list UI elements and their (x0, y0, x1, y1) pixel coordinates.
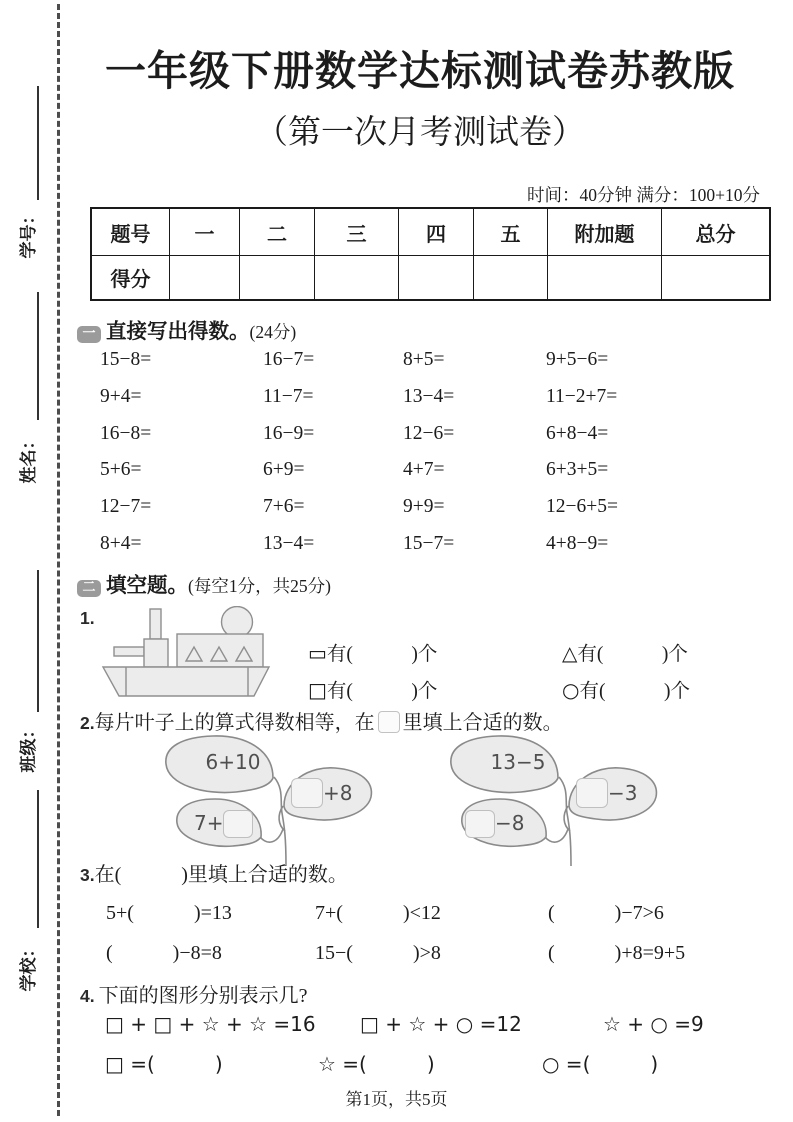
problem: 12−6= (403, 422, 455, 444)
problem: 7+6= (263, 496, 305, 518)
section-number-icon: 一 (77, 326, 101, 343)
section2-header (77, 568, 331, 598)
score-cell (474, 256, 548, 301)
question1-number: 1. (80, 608, 95, 628)
problem: 15−7= (403, 532, 455, 554)
leaf-expression: 6+10 (205, 750, 261, 774)
problem: 5+6= (100, 459, 142, 481)
q1-count-circle (562, 675, 690, 703)
class-write-line (37, 570, 39, 712)
problem: 8+5= (403, 349, 445, 370)
problem: 16−9= (263, 422, 315, 444)
page-number: 第1页，共5页 (345, 1090, 448, 1109)
boat-circle (222, 607, 253, 638)
answer-box (291, 778, 323, 808)
q1-count-text: 有( )个 (326, 681, 438, 702)
time-score-info: 时间：40分钟 满分：100+10分 (527, 185, 760, 205)
q1-count-text: 有( )个 (577, 644, 688, 665)
problem: 4+7= (403, 459, 445, 481)
header-cell: 题号 (91, 208, 170, 256)
score-cell (315, 256, 399, 301)
problem: 16−8= (100, 422, 152, 444)
triangle-shape-icon: △ (562, 641, 578, 665)
header-cell: 一 (170, 208, 240, 256)
problem: 9+9= (403, 496, 445, 518)
q4-equation: ☆ + ○ =9 (603, 1012, 704, 1036)
problem: 11−7= (263, 385, 314, 407)
name-label: 姓名： (19, 432, 38, 484)
score-table-score-row (91, 256, 770, 301)
header-cell: 二 (240, 208, 315, 256)
question4-prompt (80, 979, 308, 1008)
q4-answer: ☆ =( ) (318, 1052, 435, 1076)
header-cell: 五 (474, 208, 548, 256)
problem: 16−7= (263, 349, 315, 370)
problem: 13−4= (263, 532, 315, 554)
student-id-label: 学号： (19, 207, 38, 259)
leaf-expression-with-box (194, 810, 253, 838)
leaf-expression-with-box (291, 778, 352, 808)
q2-text-before: 每片叶子上的算式得数相等，在 (94, 712, 375, 734)
problem: 12−7= (100, 496, 152, 518)
dashed-cut-line (57, 4, 60, 1116)
arithmetic-problems-grid (100, 349, 700, 570)
q4-equation: □ + ☆ + ○ =12 (360, 1012, 522, 1036)
section2-points: (每空1分，共25分) (188, 576, 331, 596)
q4-equation: □ + □ + ☆ + ☆ =16 (105, 1012, 316, 1036)
problem: 12−6+5= (546, 496, 618, 518)
problem: 6+9= (263, 459, 305, 481)
score-table-header-row (91, 208, 770, 256)
answer-box (465, 810, 495, 838)
problem: 11−2+7= (546, 385, 618, 407)
q1-count-triangle (562, 638, 688, 666)
score-cell (170, 256, 240, 301)
q3-item: 7+( )<12 (315, 902, 441, 924)
question4-number: 4. (80, 986, 95, 1006)
leaf-cluster-right (423, 733, 673, 868)
page-title: 一年级下册数学达标测试卷苏教版 (105, 48, 735, 94)
section1-title: 直接写出得数。 (106, 321, 250, 343)
problem: 9+5−6= (546, 349, 609, 370)
boat-shapes-figure (100, 606, 280, 706)
fill-box (378, 711, 400, 733)
leaf-expression-text: −8 (495, 811, 525, 835)
circle-shape-icon: ○ (562, 678, 580, 702)
name-write-line (37, 292, 39, 420)
question2-prompt (80, 706, 563, 735)
q3-item: ( )+8=9+5 (548, 942, 686, 964)
question2-number: 2. (80, 713, 95, 733)
school-label: 学校： (19, 940, 38, 992)
section2-title: 填空题。 (106, 575, 188, 597)
score-row-label: 得分 (91, 256, 170, 301)
school-write-line (37, 790, 39, 928)
boat-funnel (144, 639, 168, 667)
leaf-cluster-left (138, 733, 388, 868)
leaf-expression-text: +8 (323, 781, 353, 805)
q4-answer: ○ =( ) (542, 1052, 659, 1076)
leaf-expression-with-box (576, 778, 637, 808)
score-cell (662, 256, 771, 301)
boat-mast (150, 609, 161, 639)
problem: 6+8−4= (546, 422, 609, 444)
question3-number: 3. (80, 865, 95, 885)
square-shape-icon: □ (308, 678, 327, 702)
question3-prompt (80, 858, 348, 887)
q3-item: 5+( )=13 (106, 902, 232, 924)
problem: 13−4= (403, 385, 455, 407)
section1-points: (24分) (249, 322, 297, 342)
header-cell: 附加题 (548, 208, 662, 256)
leaf-expression-text: −3 (608, 781, 638, 805)
problem: 8+4= (100, 532, 142, 554)
boat-cabin (177, 634, 263, 667)
score-cell (548, 256, 662, 301)
problem: 4+8−9= (546, 532, 609, 554)
q1-count-text: 有( )个 (326, 644, 438, 665)
q4-answer: □ =( ) (105, 1052, 223, 1076)
score-cell (399, 256, 474, 301)
score-table (90, 207, 771, 301)
header-cell: 三 (315, 208, 399, 256)
leaf-expression-text: 7+ (194, 811, 224, 835)
boat-pipe (114, 647, 144, 656)
q3-title: 在( )里填上合适的数。 (94, 864, 348, 886)
problem: 15−8= (100, 349, 152, 370)
problem: 6+3+5= (546, 459, 609, 481)
class-label: 班级： (19, 721, 38, 773)
q3-item: 15−( )>8 (315, 942, 441, 964)
q1-count-rectangle (308, 638, 437, 666)
header-cell: 四 (399, 208, 474, 256)
problem: 9+4= (100, 385, 142, 407)
section-number-icon: 二 (77, 580, 101, 597)
q1-count-text: 有( )个 (579, 681, 690, 702)
q3-item: ( )−7>6 (548, 902, 664, 924)
student-id-write-line (37, 86, 39, 200)
page-subtitle: （第一次月考测试卷） (255, 115, 585, 151)
q2-text-after: 里填上合适的数。 (402, 712, 563, 734)
header-cell: 总分 (662, 208, 771, 256)
q1-count-square (308, 675, 437, 703)
score-cell (240, 256, 315, 301)
section1-header (77, 314, 296, 344)
rectangle-shape-icon: ▭ (308, 641, 327, 665)
leaf-expression: 13−5 (490, 750, 546, 774)
answer-box (223, 810, 253, 838)
q3-item: ( )−8=8 (106, 942, 222, 964)
answer-box (576, 778, 608, 808)
boat-hull (103, 667, 269, 696)
leaf-expression-with-box (465, 810, 524, 838)
q4-title: 下面的图形分别表示几? (98, 985, 308, 1007)
